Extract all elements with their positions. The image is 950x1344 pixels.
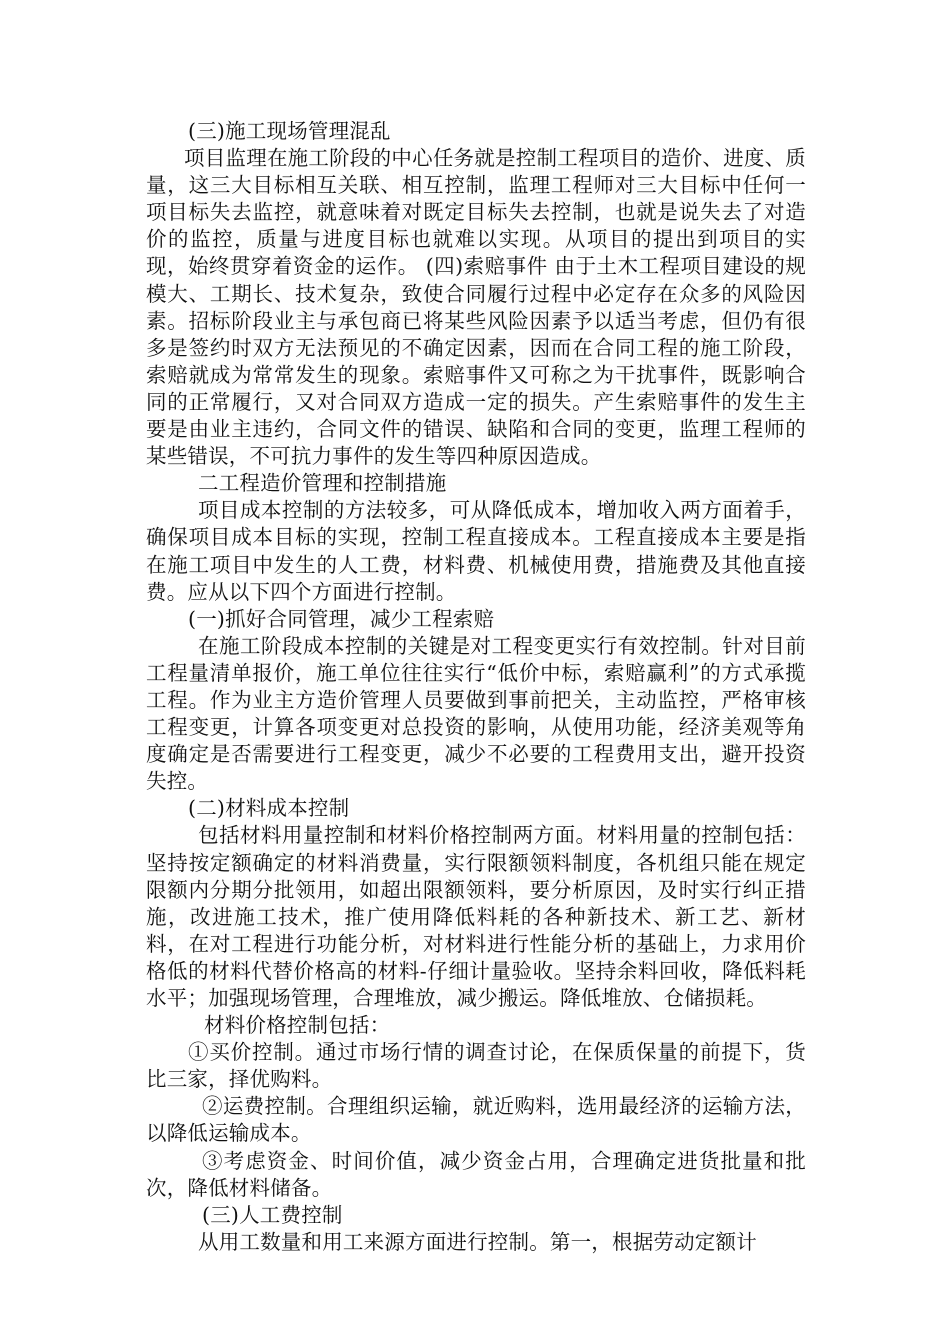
heading-material-cost: (二)材料成本控制 [188, 796, 350, 821]
material-price-intro: 材料价格控制包括： [204, 1013, 391, 1038]
heading-labor-cost: (三)人工费控制 [202, 1202, 343, 1227]
section-title-cost-control: 二工程造价管理和控制措施 [198, 471, 447, 496]
paragraph-contract-management: 在施工阶段成本控制的关键是对工程变更实行有效控制。针对目前工程量清单报价，施工单位往往实行“低价中标，索赔赢利”的方式承揽工程。作为业主方造价管理人员要做到事前把关，主动监控，严格审核工程变更，计算各项变更对总投资的影响，从使用功能，经济美观等角度确定是否需要进行工程变更，减少不必要的工程费用支出，避开投资失控。 [146, 633, 806, 794]
paragraph-material-cost: 包括材料用量控制和材料价格控制两方面。材料用量的控制包括：坚持按定额确定的材料消费量，实行限额领料制度，各机组只能在规定限额内分期分批领用，如超出限额领料，要分析原因，及时实行纠正措施，改进施工技术，推广使用降低料耗的各种新技术、新工艺、新材料，在对工程进行功能分析，对材料进行性能分析的基础上，力求用价格低的材料代替价格高的材料-仔细计量验收。坚持余料回收，降低料耗水平；加强现场管理，合理堆放，减少搬运。降低堆放、仓储损耗。 [146, 823, 806, 1010]
paragraph-supervision: 项目监理在施工阶段的中心任务就是控制工程项目的造价、进度、质量，这三大目标相互关联、相互控制，监理工程师对三大目标中任何一项目标失去监控，就意味着对既定目标失去控制，也就是说失去了对造价的监控，质量与进度目标也就难以实现。从项目的提出到项目的实现，始终贯穿着资金的运作。 (四)索赔事件 由于土木工程项目建设的规模大、工期长、技术复杂，致使合同履行过程中必定存在众多的风险因素。招标阶段业主与承包商已将某些风险因素予以适当考虑，但仍有很多是签约时双方无法预见的不确定因素，因而在合同工程的施工阶段，索赔就成为常常发生的现象。索赔事件又可称之为干扰事件，既影响合同的正常履行，又对合同双方造成一定的损失。产生索赔事件的发生主要是由业主违约，合同文件的错误、缺陷和合同的变更，监理工程师的某些错误，不可抗力事件的发生等四种原因造成。 [146, 146, 806, 469]
list-item-freight: ②运费控制。合理组织运输，就近购料，选用最经济的运输方法，以降低运输成本。 [146, 1094, 806, 1146]
heading-site-management: (三)施工现场管理混乱 [188, 119, 391, 143]
list-item-capital-time: ③考虑资金、时间价值，减少资金占用，合理确定进货批量和批次，降低材料储备。 [146, 1148, 806, 1200]
document-body [146, 118, 806, 1256]
list-item-purchase-price: ①买价控制。通过市场行情的调查讨论，在保质保量的前提下，货比三家，择优购料。 [146, 1040, 806, 1092]
paragraph-labor-cost: 从用工数量和用工来源方面进行控制。第一，根据劳动定额计 [198, 1229, 757, 1254]
paragraph-cost-methods: 项目成本控制的方法较多，可从降低成本，增加收入两方面着手，确保项目成本目标的实现，控制工程直接成本。工程直接成本主要是指在施工项目中发生的人工费，材料费、机械使用费，措施费及其他直接费。应从以下四个方面进行控制。 [146, 498, 806, 604]
heading-contract-management: (一)抓好合同管理，减少工程索赔 [188, 606, 495, 631]
